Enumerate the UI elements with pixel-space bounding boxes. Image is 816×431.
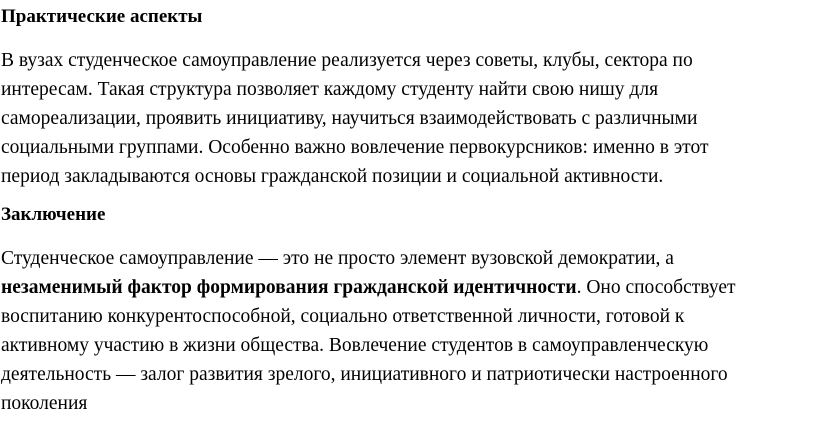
paragraph-line-mixed xyxy=(1,273,801,302)
paragraph-line: воспитанию конкурентоспособной, социально ответственной личности, готовой к xyxy=(1,306,685,327)
section-heading-practical-aspects: Практические аспекты xyxy=(1,6,203,27)
paragraph-line: Студенческое самоуправление — это не просто элемент вузовской демократии, а xyxy=(1,248,674,269)
emphasized-phrase: незаменимый фактор формирования гражданской идентичности xyxy=(1,277,577,298)
paragraph-practical-aspects xyxy=(1,46,801,191)
paragraph-line: В вузах студенческое самоуправление реализуется через советы, клубы, сектора по xyxy=(1,50,693,71)
paragraph-line: интересам. Такая структура позволяет каждому студенту найти свою нишу для xyxy=(1,79,659,100)
paragraph-line: поколения xyxy=(1,393,88,414)
paragraph-conclusion xyxy=(1,244,801,418)
section-heading-conclusion: Заключение xyxy=(1,204,106,225)
paragraph-line: деятельность — залог развития зрелого, инициативного и патриотически настроенного xyxy=(1,364,728,385)
paragraph-line: период закладываются основы гражданской позиции и социальной активности. xyxy=(1,166,664,187)
paragraph-line: активному участию в жизни общества. Вовлечение студентов в самоуправленческую xyxy=(1,335,709,356)
paragraph-line: самореализации, проявить инициативу, научиться взаимодействовать с различными xyxy=(1,108,698,129)
paragraph-line: социальными группами. Особенно важно вовлечение первокурсников: именно в этот xyxy=(1,137,709,158)
paragraph-line-rest: . Оно способствует xyxy=(576,277,736,298)
